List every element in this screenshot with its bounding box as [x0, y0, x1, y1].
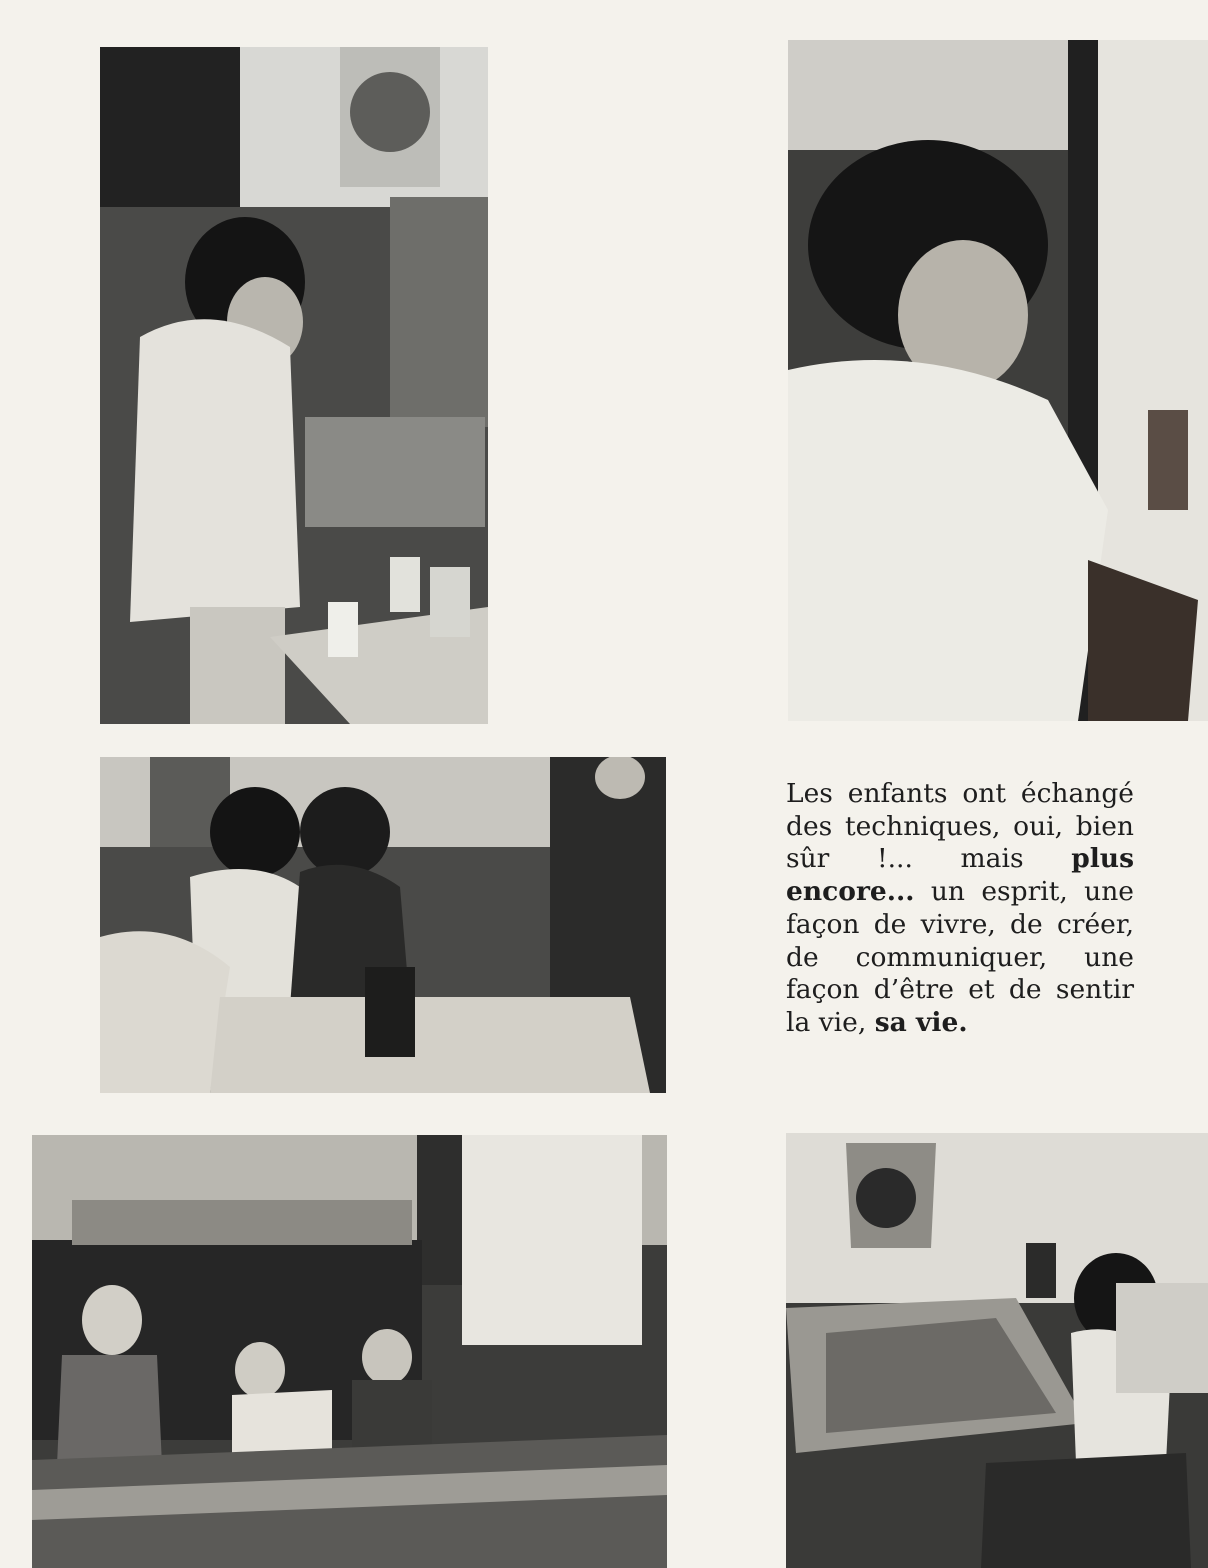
- caption-part-1: Les enfants ont échangé des techniques, oui, bien sûr !... mais: [786, 778, 1134, 875]
- photo-child-painting-table: [100, 47, 488, 724]
- caption-bold-2: sa vie.: [874, 1006, 968, 1038]
- caption-part-2: un esprit, une façon de vivre, de créer, de communiquer, une façon d’être et de sentir la vie,: [786, 876, 1134, 1038]
- photo-child-painting-easel: [788, 40, 1208, 721]
- photo-children-painting-together: [100, 757, 666, 1093]
- caption-bold-1: plus encore...: [786, 843, 1134, 908]
- photo-child-at-table-painting: [786, 1133, 1208, 1568]
- photo-children-at-desks: [32, 1135, 667, 1568]
- caption-text: [786, 778, 1134, 1040]
